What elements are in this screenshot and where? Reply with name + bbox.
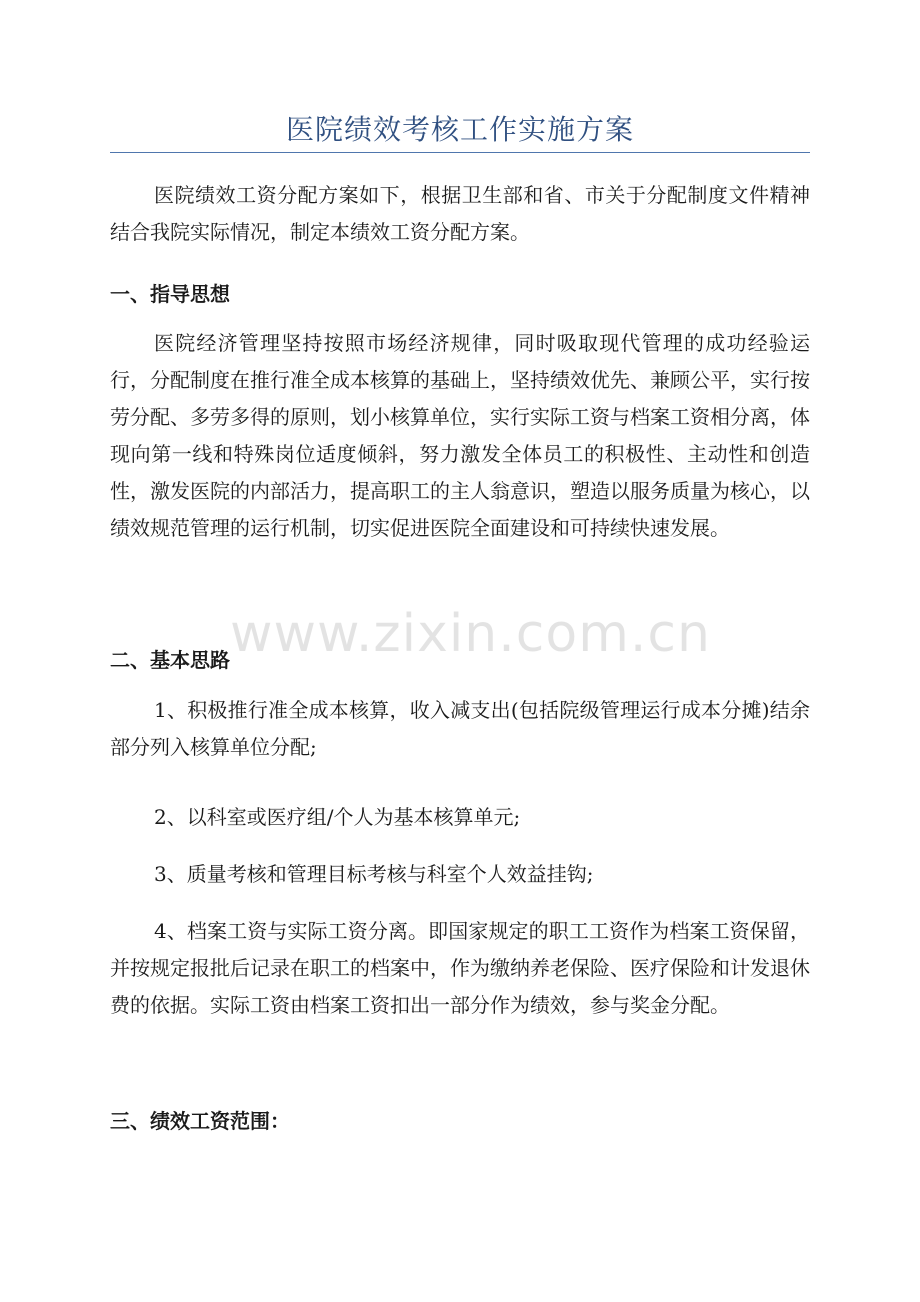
section-heading-performance-scope: 三、绩效工资范围：	[110, 1109, 290, 1133]
intro-paragraph: 医院绩效工资分配方案如下，根据卫生部和省、市关于分配制度文件精神结合我院实际情况，制定本绩效工资分配方案。	[110, 183, 810, 244]
section-heading-guiding-ideology: 一、指导思想	[110, 282, 230, 306]
approach-item-4: 4、档案工资与实际工资分离。即国家规定的职工工资作为档案工资保留，并按规定报批后记录在职工的档案中，作为缴纳养老保险、医疗保险和计发退休费的依据。实际工资由档案工资扣出一部分作为绩效，参与奖金分配。	[110, 919, 810, 1017]
document-title: 医院绩效考核工作实施方案	[285, 113, 634, 146]
approach-item-1: 1、积极推行准全成本核算，收入减支出(包括院级管理运行成本分摊)结余部分列入核算单位分配;	[110, 698, 810, 759]
section-heading-basic-approach: 二、基本思路	[110, 648, 230, 672]
guiding-ideology-paragraph: 医院经济管理坚持按照市场经济规律，同时吸取现代管理的成功经验运行，分配制度在推行准全成本核算的基础上，坚持绩效优先、兼顾公平，实行按劳分配、多劳多得的原则，划小核算单位，实行实际工资与档案工资相分离，体现向第一线和特殊岗位适度倾斜，努力激发全体员工的积极性、主动性和创造性，激发医院的内部活力，提高职工的主人翁意识，塑造以服务质量为核心，以绩效规范管理的运行机制，切实促进医院全面建设和可持续快速发展。	[110, 331, 810, 540]
approach-item-3: 3、质量考核和管理目标考核与科室个人效益挂钩;	[154, 862, 594, 886]
watermark-text: www.zixin.com.cn	[230, 604, 711, 664]
approach-item-2: 2、以科室或医疗组/个人为基本核算单元;	[154, 805, 521, 829]
title-underline	[110, 152, 810, 153]
